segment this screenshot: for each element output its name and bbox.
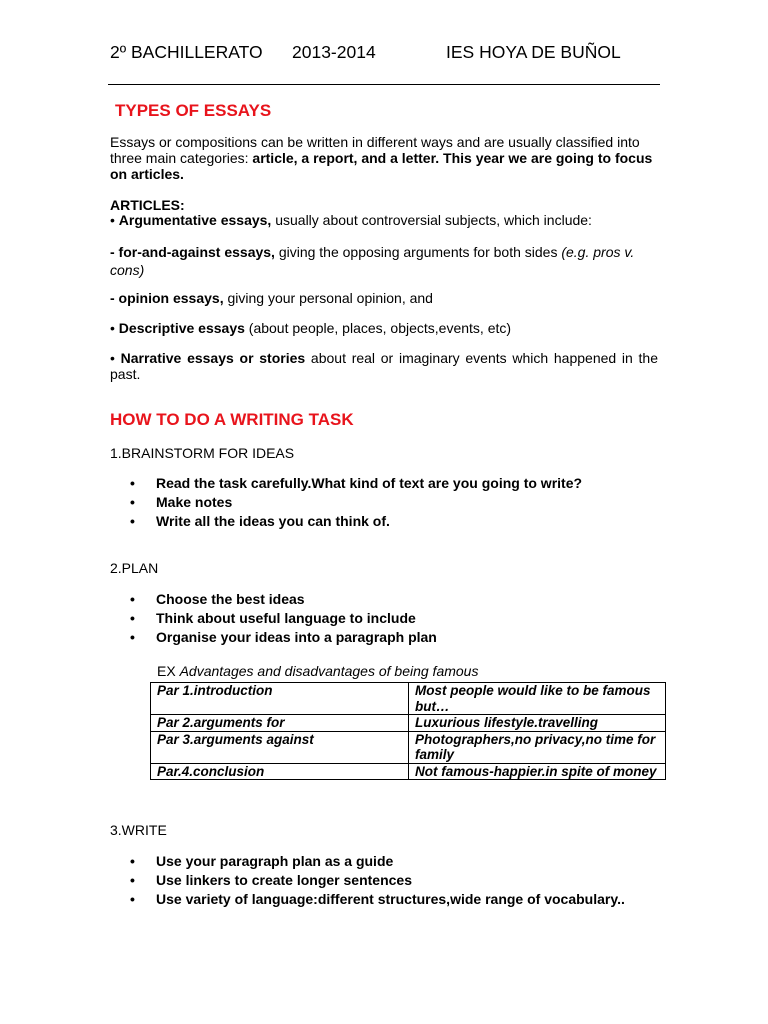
table-cell: Par 2.arguments for [151,715,409,732]
table-row [151,763,666,780]
list-item: • Use variety of language:different structures,wide range of vocabulary.. [130,890,625,909]
table-cell: Par 3.arguments against [151,731,409,763]
narrative-bold: Narrative essays or stories [120,350,306,366]
argumentative-item [110,212,658,228]
for-against-item [110,243,658,279]
list-item: • Organise your ideas into a paragraph plan [130,628,437,647]
intro-bold: article, a report, and a letter. This year we are going to focus on articles. [110,150,653,182]
example-caption [157,663,478,679]
narrative-text: about real or imaginary events which happened in the past. [110,350,659,382]
example-title: Advantages and disadvantages of being famous [179,663,479,679]
descriptive-bullet: • [110,320,119,336]
articles-heading: ARTICLES: [110,197,185,213]
paragraph-plan-table [150,682,666,780]
table-cell: Most people would like to be famous but… [409,683,666,715]
header-school: IES HOYA DE BUÑOL [446,42,621,62]
example-prefix: EX [157,663,180,679]
step2-heading: 2.PLAN [110,560,159,576]
table-row [151,683,666,715]
opinion-bold: - opinion essays, [110,290,224,306]
table-row [151,715,666,732]
table-row [151,731,666,763]
header-rule [108,84,660,85]
descriptive-item [110,320,658,336]
narrative-bullet: • [110,350,121,366]
table-cell: Not famous-happier.in spite of money [409,763,666,780]
types-title: TYPES OF ESSAYS [115,101,272,120]
table-cell: Par.4.conclusion [151,763,409,780]
list-item: • Read the task carefully.What kind of text are you going to write? [130,474,582,493]
for-against-italic: (e.g. pros v. cons) [110,244,635,278]
for-against-text: giving the opposing arguments for both sides [274,244,562,260]
list-item: • Make notes [130,493,582,512]
descriptive-bold: Descriptive essays [118,320,245,336]
header-year: 2013-2014 [292,42,376,62]
narrative-item [110,350,658,382]
for-against-bold: - for-and-against essays, [110,244,275,260]
intro-paragraph [110,134,658,182]
list-item: • Use your paragraph plan as a guide [130,852,625,871]
argumentative-bold: Argumentative essays, [118,212,272,228]
table-cell: Par 1.introduction [151,683,409,715]
argumentative-text: usually about controversial subjects, which include: [271,212,592,228]
list-item: • Use linkers to create longer sentences [130,871,625,890]
header-course: 2º BACHILLERATO [110,42,263,62]
step3-heading: 3.WRITE [110,822,167,838]
opinion-text: giving your personal opinion, and [223,290,433,306]
opinion-item [110,290,658,306]
table-cell: Luxurious lifestyle.travelling [409,715,666,732]
step1-list [130,474,582,531]
step3-list [130,852,625,909]
descriptive-text: (about people, places, objects,events, etc) [244,320,512,336]
argumentative-bullet: • [110,212,119,228]
step1-heading: 1.BRAINSTORM FOR IDEAS [110,445,295,461]
list-item: • Write all the ideas you can think of. [130,512,582,531]
step2-list [130,590,437,647]
list-item: • Choose the best ideas [130,590,437,609]
list-item: • Think about useful language to include [130,609,437,628]
intro-plain: Essays or compositions can be written in different ways and are usually classified into three main categories: [110,134,640,166]
howto-title: HOW TO DO A WRITING TASK [110,410,354,429]
table-cell: Photographers,no privacy,no time for family [409,731,666,763]
